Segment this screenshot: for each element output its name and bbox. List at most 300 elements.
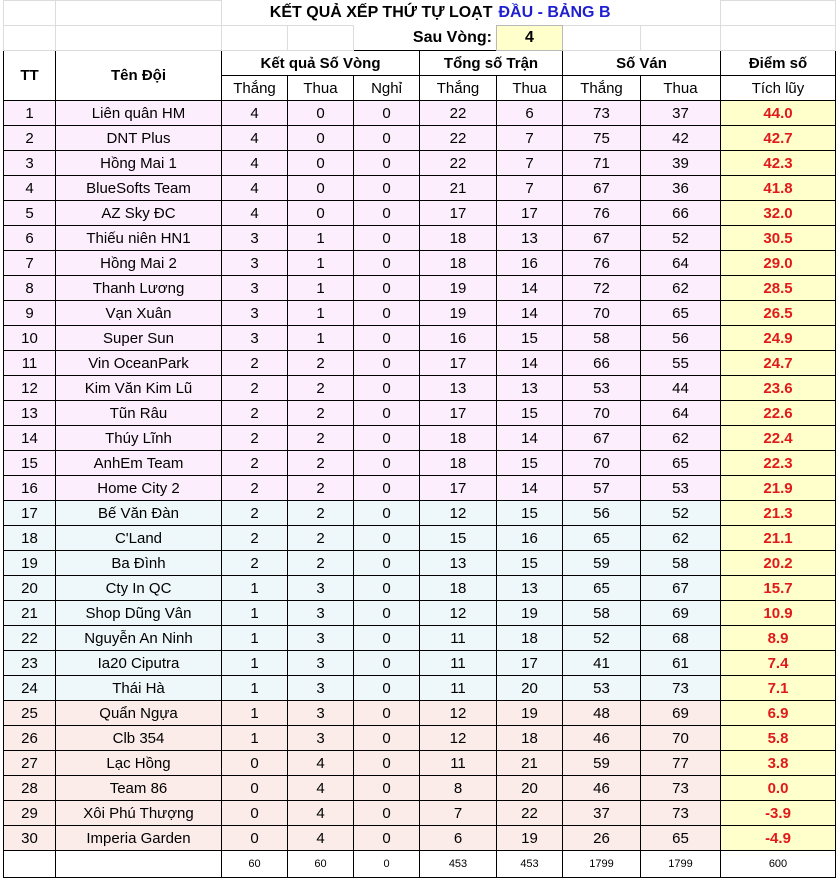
cell-games-loss[interactable]: 73	[641, 776, 721, 801]
cell-score[interactable]: 42.3	[721, 151, 836, 176]
cell-tt[interactable]: 16	[4, 476, 56, 501]
cell-tt[interactable]: 9	[4, 301, 56, 326]
cell-rounds-win[interactable]: 2	[222, 551, 288, 576]
cell-matches-loss[interactable]: 7	[497, 176, 563, 201]
cell-rounds-win[interactable]: 4	[222, 176, 288, 201]
cell-tt[interactable]: 25	[4, 701, 56, 726]
cell-matches-loss[interactable]: 22	[497, 801, 563, 826]
cell-team[interactable]: Ba Đình	[56, 551, 222, 576]
cell-team[interactable]: Quẩn Ngựa	[56, 701, 222, 726]
cell-rounds-win[interactable]: 4	[222, 201, 288, 226]
empty-cell[interactable]	[288, 26, 354, 51]
cell-games-loss[interactable]: 61	[641, 651, 721, 676]
total-cell-rounds-win[interactable]: 60	[222, 851, 288, 878]
cell-score[interactable]: 7.1	[721, 676, 836, 701]
cell-matches-loss[interactable]: 13	[497, 576, 563, 601]
cell-games-loss[interactable]: 73	[641, 676, 721, 701]
cell-games-win[interactable]: 67	[563, 426, 641, 451]
cell-games-loss[interactable]: 56	[641, 326, 721, 351]
empty-cell[interactable]	[4, 26, 56, 51]
cell-games-loss[interactable]: 58	[641, 551, 721, 576]
cell-score[interactable]: 22.6	[721, 401, 836, 426]
cell-team[interactable]: Thanh Lương	[56, 276, 222, 301]
cell-games-win[interactable]: 76	[563, 251, 641, 276]
cell-rounds-win[interactable]: 3	[222, 301, 288, 326]
cell-tt[interactable]: 21	[4, 601, 56, 626]
cell-team[interactable]: Imperia Garden	[56, 826, 222, 851]
cell-matches-loss[interactable]: 20	[497, 676, 563, 701]
cell-matches-loss[interactable]: 13	[497, 226, 563, 251]
cell-games-win[interactable]: 65	[563, 576, 641, 601]
cell-rounds-loss[interactable]: 1	[288, 251, 354, 276]
cell-rounds-win[interactable]: 2	[222, 351, 288, 376]
cell-tt[interactable]: 3	[4, 151, 56, 176]
cell-matches-win[interactable]: 22	[420, 126, 497, 151]
cell-games-win[interactable]: 72	[563, 276, 641, 301]
cell-rounds-loss[interactable]: 1	[288, 276, 354, 301]
cell-rounds-rest[interactable]: 0	[354, 176, 420, 201]
cell-score[interactable]: 24.7	[721, 351, 836, 376]
cell-games-win[interactable]: 71	[563, 151, 641, 176]
cell-games-win[interactable]: 59	[563, 551, 641, 576]
header-matches-loss[interactable]: Thua	[497, 76, 563, 101]
cell-team[interactable]: Vạn Xuân	[56, 301, 222, 326]
cell-games-loss[interactable]: 70	[641, 726, 721, 751]
cell-rounds-rest[interactable]: 0	[354, 726, 420, 751]
cell-matches-loss[interactable]: 19	[497, 601, 563, 626]
cell-games-loss[interactable]: 52	[641, 501, 721, 526]
cell-matches-loss[interactable]: 18	[497, 726, 563, 751]
cell-rounds-loss[interactable]: 3	[288, 651, 354, 676]
cell-games-win[interactable]: 46	[563, 776, 641, 801]
empty-cell[interactable]	[641, 26, 721, 51]
cell-games-loss[interactable]: 44	[641, 376, 721, 401]
cell-team[interactable]: DNT Plus	[56, 126, 222, 151]
cell-games-loss[interactable]: 66	[641, 201, 721, 226]
cell-games-win[interactable]: 76	[563, 201, 641, 226]
cell-games-loss[interactable]: 73	[641, 801, 721, 826]
cell-rounds-loss[interactable]: 3	[288, 701, 354, 726]
header-cumulative[interactable]: Tích lũy	[721, 76, 836, 101]
header-games-win[interactable]: Thắng	[563, 76, 641, 101]
cell-rounds-loss[interactable]: 3	[288, 676, 354, 701]
cell-rounds-win[interactable]: 2	[222, 476, 288, 501]
cell-score[interactable]: 7.4	[721, 651, 836, 676]
cell-games-loss[interactable]: 64	[641, 401, 721, 426]
cell-tt[interactable]: 13	[4, 401, 56, 426]
cell-matches-win[interactable]: 6	[420, 826, 497, 851]
empty-cell[interactable]	[56, 26, 222, 51]
cell-matches-win[interactable]: 16	[420, 326, 497, 351]
cell-matches-win[interactable]: 18	[420, 226, 497, 251]
cell-rounds-win[interactable]: 2	[222, 426, 288, 451]
cell-tt[interactable]: 4	[4, 176, 56, 201]
total-cell-matches-loss[interactable]: 453	[497, 851, 563, 878]
cell-matches-win[interactable]: 17	[420, 351, 497, 376]
cell-rounds-win[interactable]: 3	[222, 276, 288, 301]
cell-tt[interactable]: 18	[4, 526, 56, 551]
cell-rounds-rest[interactable]: 0	[354, 101, 420, 126]
cell-matches-win[interactable]: 21	[420, 176, 497, 201]
cell-team[interactable]: Ia20 Ciputra	[56, 651, 222, 676]
cell-matches-loss[interactable]: 21	[497, 751, 563, 776]
cell-tt[interactable]: 7	[4, 251, 56, 276]
cell-tt[interactable]: 20	[4, 576, 56, 601]
cell-games-loss[interactable]: 65	[641, 301, 721, 326]
cell-matches-win[interactable]: 11	[420, 626, 497, 651]
cell-rounds-win[interactable]: 4	[222, 126, 288, 151]
cell-score[interactable]: 23.6	[721, 376, 836, 401]
cell-rounds-win[interactable]: 1	[222, 626, 288, 651]
cell-matches-win[interactable]: 15	[420, 526, 497, 551]
cell-matches-win[interactable]: 13	[420, 551, 497, 576]
cell-games-loss[interactable]: 77	[641, 751, 721, 776]
cell-games-win[interactable]: 67	[563, 176, 641, 201]
cell-rounds-rest[interactable]: 0	[354, 451, 420, 476]
cell-matches-loss[interactable]: 18	[497, 626, 563, 651]
cell-tt[interactable]: 1	[4, 101, 56, 126]
cell-rounds-rest[interactable]: 0	[354, 151, 420, 176]
cell-rounds-loss[interactable]: 3	[288, 726, 354, 751]
header-score-group[interactable]: Điểm số	[721, 51, 836, 76]
cell-games-loss[interactable]: 69	[641, 601, 721, 626]
cell-rounds-rest[interactable]: 0	[354, 826, 420, 851]
cell-tt[interactable]: 14	[4, 426, 56, 451]
cell-tt[interactable]: 2	[4, 126, 56, 151]
cell-matches-loss[interactable]: 7	[497, 151, 563, 176]
cell-score[interactable]: 10.9	[721, 601, 836, 626]
cell-matches-win[interactable]: 12	[420, 726, 497, 751]
cell-rounds-win[interactable]: 0	[222, 801, 288, 826]
cell-tt[interactable]: 12	[4, 376, 56, 401]
cell-team[interactable]: Thúy Lĩnh	[56, 426, 222, 451]
cell-rounds-rest[interactable]: 0	[354, 626, 420, 651]
cell-team[interactable]: Kim Văn Kim Lũ	[56, 376, 222, 401]
cell-rounds-win[interactable]: 4	[222, 101, 288, 126]
cell-matches-loss[interactable]: 20	[497, 776, 563, 801]
cell-rounds-loss[interactable]: 4	[288, 826, 354, 851]
cell-games-win[interactable]: 48	[563, 701, 641, 726]
cell-matches-loss[interactable]: 15	[497, 401, 563, 426]
cell-score[interactable]: 41.8	[721, 176, 836, 201]
cell-games-win[interactable]: 59	[563, 751, 641, 776]
cell-rounds-loss[interactable]: 2	[288, 551, 354, 576]
cell-score[interactable]: 22.3	[721, 451, 836, 476]
cell-rounds-win[interactable]: 1	[222, 576, 288, 601]
total-cell-matches-win[interactable]: 453	[420, 851, 497, 878]
total-cell-rounds-loss[interactable]: 60	[288, 851, 354, 878]
cell-tt[interactable]: 8	[4, 276, 56, 301]
cell-games-loss[interactable]: 65	[641, 451, 721, 476]
cell-tt[interactable]: 6	[4, 226, 56, 251]
cell-team[interactable]: Vin OceanPark	[56, 351, 222, 376]
cell-score[interactable]: 32.0	[721, 201, 836, 226]
cell-games-loss[interactable]: 39	[641, 151, 721, 176]
total-cell-games-loss[interactable]: 1799	[641, 851, 721, 878]
cell-matches-loss[interactable]: 6	[497, 101, 563, 126]
cell-games-loss[interactable]: 69	[641, 701, 721, 726]
cell-matches-loss[interactable]: 15	[497, 501, 563, 526]
cell-rounds-loss[interactable]: 4	[288, 801, 354, 826]
cell-tt[interactable]: 27	[4, 751, 56, 776]
cell-rounds-rest[interactable]: 0	[354, 801, 420, 826]
cell-score[interactable]: 0.0	[721, 776, 836, 801]
cell-rounds-loss[interactable]: 1	[288, 326, 354, 351]
cell-rounds-rest[interactable]: 0	[354, 376, 420, 401]
cell-score[interactable]: 21.3	[721, 501, 836, 526]
cell-rounds-win[interactable]: 3	[222, 326, 288, 351]
cell-tt[interactable]: 11	[4, 351, 56, 376]
cell-games-loss[interactable]: 64	[641, 251, 721, 276]
cell-games-win[interactable]: 58	[563, 601, 641, 626]
cell-rounds-rest[interactable]: 0	[354, 351, 420, 376]
cell-rounds-loss[interactable]: 2	[288, 401, 354, 426]
cell-games-win[interactable]: 73	[563, 101, 641, 126]
cell-matches-loss[interactable]: 15	[497, 551, 563, 576]
cell-games-win[interactable]: 70	[563, 451, 641, 476]
cell-tt[interactable]: 5	[4, 201, 56, 226]
cell-matches-win[interactable]: 11	[420, 651, 497, 676]
cell-matches-win[interactable]: 22	[420, 151, 497, 176]
cell-score[interactable]: -4.9	[721, 826, 836, 851]
cell-rounds-loss[interactable]: 4	[288, 751, 354, 776]
cell-rounds-rest[interactable]: 0	[354, 326, 420, 351]
cell-matches-loss[interactable]: 14	[497, 276, 563, 301]
cell-matches-loss[interactable]: 14	[497, 301, 563, 326]
cell-team[interactable]: Super Sun	[56, 326, 222, 351]
cell-matches-win[interactable]: 19	[420, 276, 497, 301]
cell-score[interactable]: 29.0	[721, 251, 836, 276]
cell-games-win[interactable]: 66	[563, 351, 641, 376]
cell-rounds-win[interactable]: 1	[222, 701, 288, 726]
cell-score[interactable]: 26.5	[721, 301, 836, 326]
cell-rounds-loss[interactable]: 0	[288, 126, 354, 151]
cell-score[interactable]: 42.7	[721, 126, 836, 151]
cell-games-win[interactable]: 67	[563, 226, 641, 251]
cell-games-loss[interactable]: 53	[641, 476, 721, 501]
cell-team[interactable]: Thái Hà	[56, 676, 222, 701]
cell-matches-loss[interactable]: 14	[497, 426, 563, 451]
cell-rounds-rest[interactable]: 0	[354, 526, 420, 551]
cell-games-win[interactable]: 37	[563, 801, 641, 826]
cell-matches-win[interactable]: 18	[420, 251, 497, 276]
cell-matches-win[interactable]: 17	[420, 401, 497, 426]
cell-team[interactable]: Clb 354	[56, 726, 222, 751]
cell-rounds-win[interactable]: 2	[222, 451, 288, 476]
cell-tt[interactable]: 22	[4, 626, 56, 651]
cell-team[interactable]: Hồng Mai 2	[56, 251, 222, 276]
cell-team[interactable]: Xôi Phú Thượng	[56, 801, 222, 826]
cell-matches-win[interactable]: 19	[420, 301, 497, 326]
cell-score[interactable]: 21.1	[721, 526, 836, 551]
cell-matches-win[interactable]: 17	[420, 201, 497, 226]
cell-rounds-loss[interactable]: 2	[288, 376, 354, 401]
cell-rounds-loss[interactable]: 3	[288, 601, 354, 626]
cell-matches-win[interactable]: 18	[420, 451, 497, 476]
header-rounds-group[interactable]: Kết quả Số Vòng	[222, 51, 420, 76]
cell-games-loss[interactable]: 68	[641, 626, 721, 651]
cell-rounds-win[interactable]: 3	[222, 251, 288, 276]
header-rounds-win[interactable]: Thắng	[222, 76, 288, 101]
cell-rounds-win[interactable]: 1	[222, 601, 288, 626]
cell-matches-win[interactable]: 22	[420, 101, 497, 126]
cell-rounds-loss[interactable]: 2	[288, 476, 354, 501]
cell-games-win[interactable]: 65	[563, 526, 641, 551]
cell-games-loss[interactable]: 65	[641, 826, 721, 851]
cell-score[interactable]: 5.8	[721, 726, 836, 751]
cell-games-loss[interactable]: 62	[641, 426, 721, 451]
cell-games-loss[interactable]: 55	[641, 351, 721, 376]
cell-team[interactable]: Team 86	[56, 776, 222, 801]
cell-team[interactable]: AZ Sky ĐC	[56, 201, 222, 226]
cell-matches-loss[interactable]: 15	[497, 451, 563, 476]
cell-team[interactable]: Tũn Râu	[56, 401, 222, 426]
cell-matches-win[interactable]: 8	[420, 776, 497, 801]
cell-rounds-rest[interactable]: 0	[354, 776, 420, 801]
cell-tt[interactable]: 24	[4, 676, 56, 701]
cell-games-win[interactable]: 70	[563, 401, 641, 426]
cell-score[interactable]: 30.5	[721, 226, 836, 251]
header-tt[interactable]: TT	[4, 51, 56, 101]
cell-games-win[interactable]: 41	[563, 651, 641, 676]
cell-rounds-loss[interactable]: 0	[288, 201, 354, 226]
cell-score[interactable]: 21.9	[721, 476, 836, 501]
cell-matches-loss[interactable]: 17	[497, 201, 563, 226]
cell-score[interactable]: 20.2	[721, 551, 836, 576]
cell-games-loss[interactable]: 52	[641, 226, 721, 251]
cell-rounds-loss[interactable]: 4	[288, 776, 354, 801]
cell-tt[interactable]: 30	[4, 826, 56, 851]
cell-rounds-loss[interactable]: 0	[288, 151, 354, 176]
cell-score[interactable]: 28.5	[721, 276, 836, 301]
cell-score[interactable]: 44.0	[721, 101, 836, 126]
cell-rounds-rest[interactable]: 0	[354, 501, 420, 526]
cell-matches-win[interactable]: 18	[420, 426, 497, 451]
cell-rounds-rest[interactable]: 0	[354, 601, 420, 626]
cell-games-win[interactable]: 75	[563, 126, 641, 151]
cell-team[interactable]: Nguyễn An Ninh	[56, 626, 222, 651]
cell-matches-loss[interactable]: 16	[497, 526, 563, 551]
cell-matches-loss[interactable]: 19	[497, 826, 563, 851]
empty-cell[interactable]	[4, 1, 56, 26]
cell-games-win[interactable]: 26	[563, 826, 641, 851]
cell-rounds-win[interactable]: 2	[222, 526, 288, 551]
cell-rounds-win[interactable]: 3	[222, 226, 288, 251]
cell-rounds-win[interactable]: 1	[222, 651, 288, 676]
cell-games-win[interactable]: 52	[563, 626, 641, 651]
cell-rounds-loss[interactable]: 1	[288, 301, 354, 326]
cell-rounds-loss[interactable]: 2	[288, 451, 354, 476]
empty-cell[interactable]	[721, 1, 836, 26]
cell-games-loss[interactable]: 62	[641, 526, 721, 551]
cell-score[interactable]: 15.7	[721, 576, 836, 601]
cell-rounds-loss[interactable]: 2	[288, 526, 354, 551]
cell-matches-win[interactable]: 12	[420, 501, 497, 526]
empty-cell[interactable]	[563, 26, 641, 51]
empty-cell[interactable]	[222, 26, 288, 51]
cell-matches-win[interactable]: 7	[420, 801, 497, 826]
cell-tt[interactable]: 15	[4, 451, 56, 476]
cell-rounds-loss[interactable]: 2	[288, 351, 354, 376]
total-cell-rounds-rest[interactable]: 0	[354, 851, 420, 878]
cell-matches-win[interactable]: 17	[420, 476, 497, 501]
empty-cell[interactable]	[56, 1, 222, 26]
total-cell-score[interactable]: 600	[721, 851, 836, 878]
cell-rounds-loss[interactable]: 2	[288, 426, 354, 451]
cell-team[interactable]: AnhEm Team	[56, 451, 222, 476]
header-team[interactable]: Tên Đội	[56, 51, 222, 101]
cell-rounds-rest[interactable]: 0	[354, 476, 420, 501]
cell-matches-loss[interactable]: 13	[497, 376, 563, 401]
cell-tt[interactable]: 23	[4, 651, 56, 676]
cell-rounds-rest[interactable]: 0	[354, 576, 420, 601]
cell-games-win[interactable]: 70	[563, 301, 641, 326]
header-matches-group[interactable]: Tổng số Trận	[420, 51, 563, 76]
cell-rounds-win[interactable]: 0	[222, 776, 288, 801]
cell-rounds-win[interactable]: 4	[222, 151, 288, 176]
cell-score[interactable]: -3.9	[721, 801, 836, 826]
cell-games-loss[interactable]: 67	[641, 576, 721, 601]
cell-rounds-rest[interactable]: 0	[354, 426, 420, 451]
cell-team[interactable]: Cty In QC	[56, 576, 222, 601]
cell-rounds-win[interactable]: 1	[222, 676, 288, 701]
cell-score[interactable]: 6.9	[721, 701, 836, 726]
cell-games-win[interactable]: 58	[563, 326, 641, 351]
cell-rounds-rest[interactable]: 0	[354, 251, 420, 276]
cell-rounds-win[interactable]: 2	[222, 376, 288, 401]
cell-matches-win[interactable]: 12	[420, 701, 497, 726]
cell-rounds-loss[interactable]: 3	[288, 576, 354, 601]
cell-team[interactable]: Thiếu niên HN1	[56, 226, 222, 251]
cell-games-loss[interactable]: 62	[641, 276, 721, 301]
cell-games-win[interactable]: 46	[563, 726, 641, 751]
cell-rounds-rest[interactable]: 0	[354, 751, 420, 776]
cell-team[interactable]: Hồng Mai 1	[56, 151, 222, 176]
total-cell-team[interactable]	[56, 851, 222, 878]
cell-rounds-loss[interactable]: 0	[288, 176, 354, 201]
cell-rounds-rest[interactable]: 0	[354, 651, 420, 676]
cell-team[interactable]: Shop Dũng Vân	[56, 601, 222, 626]
cell-team[interactable]: BlueSofts Team	[56, 176, 222, 201]
header-rounds-loss[interactable]: Thua	[288, 76, 354, 101]
cell-team[interactable]: C'Land	[56, 526, 222, 551]
cell-rounds-rest[interactable]: 0	[354, 301, 420, 326]
cell-games-loss[interactable]: 42	[641, 126, 721, 151]
cell-matches-loss[interactable]: 17	[497, 651, 563, 676]
cell-tt[interactable]: 10	[4, 326, 56, 351]
cell-team[interactable]: Lạc Hồng	[56, 751, 222, 776]
cell-tt[interactable]: 26	[4, 726, 56, 751]
cell-rounds-rest[interactable]: 0	[354, 551, 420, 576]
cell-matches-loss[interactable]: 14	[497, 351, 563, 376]
cell-rounds-win[interactable]: 2	[222, 401, 288, 426]
cell-rounds-loss[interactable]: 3	[288, 626, 354, 651]
cell-rounds-rest[interactable]: 0	[354, 401, 420, 426]
header-games-group[interactable]: Số Ván	[563, 51, 721, 76]
cell-matches-win[interactable]: 11	[420, 676, 497, 701]
cell-rounds-rest[interactable]: 0	[354, 676, 420, 701]
cell-matches-loss[interactable]: 16	[497, 251, 563, 276]
cell-matches-win[interactable]: 18	[420, 576, 497, 601]
cell-matches-loss[interactable]: 19	[497, 701, 563, 726]
cell-rounds-win[interactable]: 0	[222, 826, 288, 851]
cell-tt[interactable]: 17	[4, 501, 56, 526]
cell-score[interactable]: 3.8	[721, 751, 836, 776]
cell-games-win[interactable]: 57	[563, 476, 641, 501]
cell-matches-win[interactable]: 12	[420, 601, 497, 626]
cell-tt[interactable]: 29	[4, 801, 56, 826]
cell-rounds-loss[interactable]: 2	[288, 501, 354, 526]
